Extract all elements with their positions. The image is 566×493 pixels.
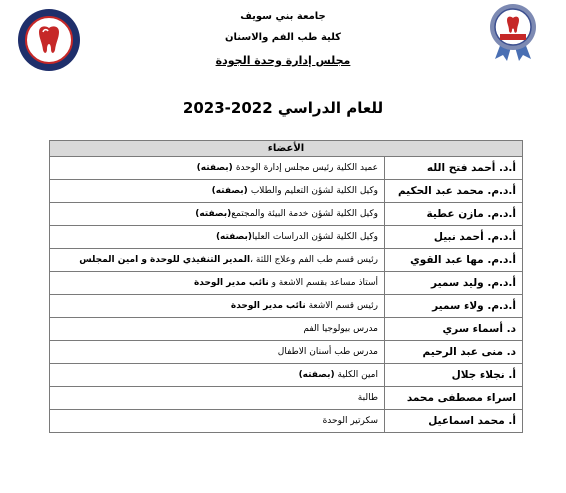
member-role-text: سكرتير الوحدة — [322, 416, 378, 426]
member-name: أ.د. أحمد فتح الله — [385, 157, 523, 180]
member-name: أ.د.م. محمد عبد الحكيم — [385, 180, 523, 203]
council-title: مجلس إدارة وحدة الجودة — [215, 54, 351, 67]
member-role-text: مدرس بيولوجيا الفم — [303, 324, 378, 334]
member-role-emphasis: (بصفته) — [215, 232, 253, 242]
member-role-text: رئيس قسم الاشعة — [305, 301, 378, 311]
members-table-header: الأعضاء — [50, 141, 523, 157]
table-row — [50, 203, 523, 226]
table-row — [50, 364, 523, 387]
member-role-text: عميد الكلية رئيس مجلس إدارة الوحدة — [235, 163, 378, 173]
member-role-emphasis: (بصفته) — [298, 370, 335, 380]
member-name: د. منى عبد الرحيم — [385, 341, 523, 364]
table-row — [50, 226, 523, 249]
member-role — [50, 157, 385, 180]
member-name: د. أسماء سري — [385, 318, 523, 341]
table-row — [50, 295, 523, 318]
member-role — [50, 295, 385, 318]
member-role — [50, 364, 385, 387]
table-row — [50, 249, 523, 272]
member-role-text: أستاذ مساعد بقسم الاشعة و — [268, 278, 378, 288]
table-row — [50, 410, 523, 433]
table-row — [50, 341, 523, 364]
member-role-emphasis: نائب مدير الوحدة — [193, 278, 269, 288]
member-name: أ.د.م. مازن عطية — [385, 203, 523, 226]
member-role-emphasis: (بصفته) — [211, 186, 251, 196]
table-row — [50, 272, 523, 295]
member-role-text: طالبة — [357, 393, 378, 403]
member-name: أ.د.م. وليد سمير — [385, 272, 523, 295]
members-table — [49, 140, 523, 433]
table-row — [50, 157, 523, 180]
table-row — [50, 387, 523, 410]
document-header — [150, 6, 416, 69]
member-name: اسراء مصطفى محمد — [385, 387, 523, 410]
faculty-name: كلية طب الفم والاسنان — [224, 32, 341, 43]
member-role — [50, 272, 385, 295]
member-role — [50, 180, 385, 203]
members-table-body — [50, 157, 523, 433]
academic-year-title: للعام الدراسي 2022-2023 — [182, 99, 384, 117]
quality-unit-badge-icon — [487, 3, 539, 61]
member-role-text: وكيل الكلية لشؤن التعليم والطلاب — [250, 186, 378, 196]
member-role-text: وكيل الكلية لشؤن خدمة البيئة والمجتمع — [231, 209, 378, 219]
member-role-text: وكيل الكلية لشؤن الدراسات العليا — [252, 232, 378, 242]
member-name: أ.د.م. مها عبد القوي — [385, 249, 523, 272]
member-role — [50, 410, 385, 433]
member-role-text: رئيس قسم طب الفم وعلاج اللثة ، — [250, 255, 378, 265]
member-role — [50, 203, 385, 226]
member-role-emphasis: (بصفته) — [195, 209, 232, 219]
table-row — [50, 318, 523, 341]
member-name: أ. محمد اسماعيل — [385, 410, 523, 433]
member-name: أ.د.م. أحمد نبيل — [385, 226, 523, 249]
member-role-emphasis: المدير التنفيذي للوحدة و امين المجلس — [79, 255, 251, 265]
table-row — [50, 180, 523, 203]
member-role — [50, 387, 385, 410]
member-name: أ. نجلاء جلال — [385, 364, 523, 387]
member-role-text: مدرس طب أسنان الاطفال — [277, 347, 378, 357]
member-role — [50, 318, 385, 341]
faculty-dentistry-logo — [17, 8, 81, 72]
university-name: جامعة بني سويف — [240, 11, 326, 22]
member-role-emphasis: نائب مدير الوحدة — [230, 301, 306, 311]
member-name: أ.د.م. ولاء سمير — [385, 295, 523, 318]
member-role — [50, 249, 385, 272]
member-role-emphasis: (بصفته) — [196, 163, 236, 173]
member-role-text: امين الكلية — [334, 370, 378, 380]
member-role — [50, 341, 385, 364]
member-role — [50, 226, 385, 249]
